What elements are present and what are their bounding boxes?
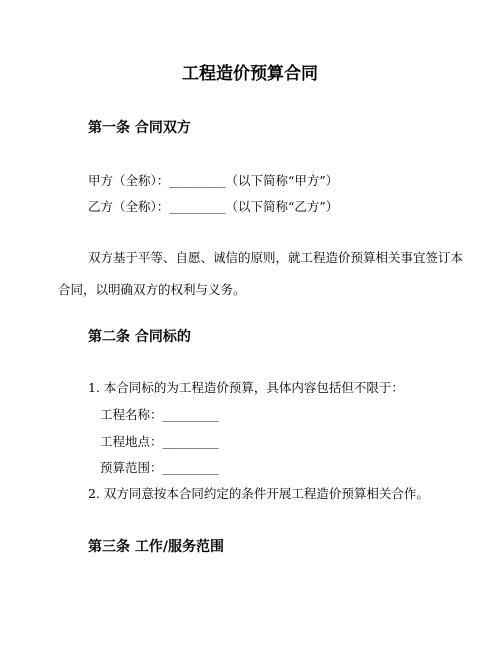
party-b-line: 乙方（全称）：_________（以下简称“乙方”） — [88, 199, 339, 214]
article-2-item-1: 1. 本合同标的为工程造价预算，具体内容包括但不限于： — [88, 380, 404, 395]
budget-scope-field: 预算范围：_________ — [100, 460, 219, 475]
article-2-item-2: 2. 双方同意按本合同约定的条件开展工程造价预算相关合作。 — [88, 486, 429, 501]
article-1-paragraph: 双方基于平等、自愿、诚信的原则，就工程造价预算相关事宜签订本合同，以明确双方的权利与义务。 — [58, 250, 464, 297]
project-location-field: 工程地点：_________ — [100, 434, 219, 449]
article-3-heading: 第三条 工作/服务范围 — [88, 539, 224, 555]
article-2-heading: 第二条 合同标的 — [88, 329, 191, 345]
document-title: 工程造价预算合同 — [182, 64, 318, 84]
article-1-heading: 第一条 合同双方 — [88, 120, 191, 136]
project-name-field: 工程名称：_________ — [100, 407, 219, 422]
party-a-line: 甲方（全称）：_________（以下简称“甲方”） — [88, 173, 339, 188]
